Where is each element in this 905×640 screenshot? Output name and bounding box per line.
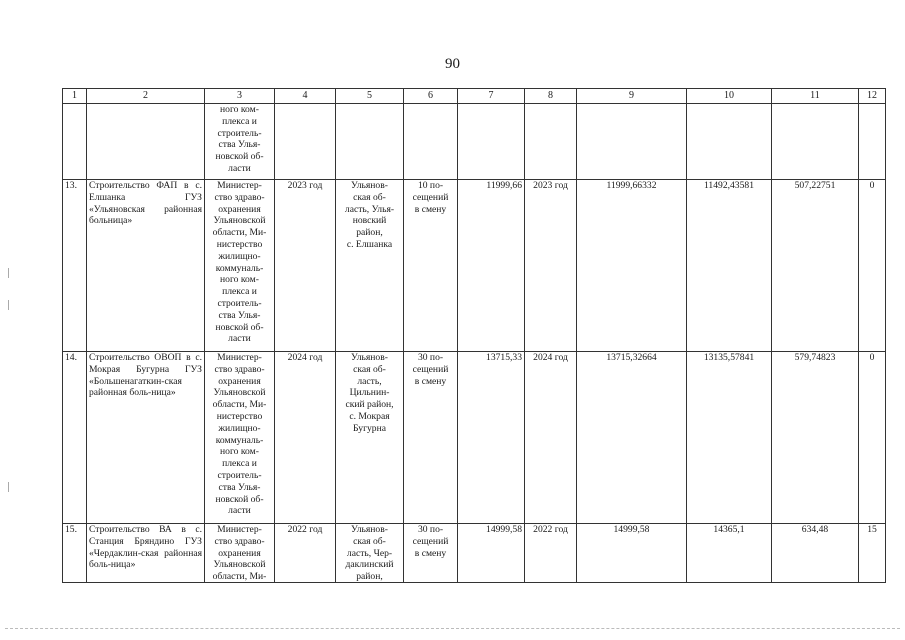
regional-cell: 579,74823 [772,352,859,524]
col-header: 3 [205,89,275,104]
table-row [63,180,886,352]
col-header: 6 [404,89,458,104]
col-header: 4 [275,89,336,104]
municipal-cell: 0 [859,352,886,524]
row-number: 13. [63,180,87,352]
year-cell: 2022 год [275,524,336,583]
row-number: 15. [63,524,87,583]
col-header: 2 [87,89,205,104]
agency-cell: Министер- ство здраво- охранения Ульяновской области, Ми- [205,524,275,583]
capacity-cell: 30 по- сещений в смену [404,524,458,583]
cost-cell: 11999,66 [458,180,525,352]
scan-mark [8,482,9,492]
capacity-cell: 10 по- сещений в смену [404,180,458,352]
row-number: 14. [63,352,87,524]
year-cell: 2023 год [275,180,336,352]
col-header: 5 [336,89,404,104]
total-cell: 11999,66332 [577,180,687,352]
federal-cell: 14365,1 [687,524,772,583]
page-number: 90 [445,56,460,72]
location-cell: Ульянов- ская об- ласть, Цильнин- ский район, с. Мокрая Бугурна [336,352,404,524]
location-cell: Ульянов- ская об- ласть, Улья- новский район, с. Елшанка [336,180,404,352]
regional-cell: 507,22751 [772,180,859,352]
col-header: 11 [772,89,859,104]
header-row [63,89,886,104]
capacity-cell: 30 по- сещений в смену [404,352,458,524]
scan-mark [8,300,9,310]
col-header: 7 [458,89,525,104]
project-name: Строительство ВА в с. Станция Бряндино ГУЗ «Чердаклин-ская районная боль-ница» [87,524,205,583]
federal-cell: 13135,57841 [687,352,772,524]
total-cell: 13715,32664 [577,352,687,524]
col-header: 1 [63,89,87,104]
municipal-cell: 15 [859,524,886,583]
scan-mark [8,268,9,278]
projects-table [62,88,886,583]
agency-cell: Министер- ство здраво- охранения Ульяновской области, Ми- нистерство жилищно- коммуналь- ного ком- плекса и строитель- ства Улья- новской об- ласти [205,352,275,524]
col-header: 9 [577,89,687,104]
table-row-continuation [63,104,886,180]
project-name: Строительство ОВОП в с. Мокрая Бугурна ГУЗ «Большенагаткин-ская районная боль-ница» [87,352,205,524]
year-cell: 2024 год [275,352,336,524]
location-cell: Ульянов- ская об- ласть, Чер- даклинский район, [336,524,404,583]
total-cell: 14999,58 [577,524,687,583]
agency-cell: Министер- ство здраво- охранения Ульяновской области, Ми- нистерство жилищно- коммуналь- ного ком- плекса и строитель- ства Улья- новской об- ласти [205,180,275,352]
table-row [63,352,886,524]
year2-cell: 2023 год [525,180,577,352]
cost-cell: 13715,33 [458,352,525,524]
project-name: Строительство ФАП в с. Елшанка ГУЗ «Ульяновская районная больница» [87,180,205,352]
scan-edge-line [5,628,900,629]
year2-cell: 2022 год [525,524,577,583]
cost-cell: 14999,58 [458,524,525,583]
col-header: 10 [687,89,772,104]
year2-cell: 2024 год [525,352,577,524]
federal-cell: 11492,43581 [687,180,772,352]
agency-cell: ного ком- плекса и строитель- ства Улья- новской об- ласти [205,104,275,180]
table-row [63,524,886,583]
regional-cell: 634,48 [772,524,859,583]
col-header: 8 [525,89,577,104]
municipal-cell: 0 [859,180,886,352]
col-header: 12 [859,89,886,104]
